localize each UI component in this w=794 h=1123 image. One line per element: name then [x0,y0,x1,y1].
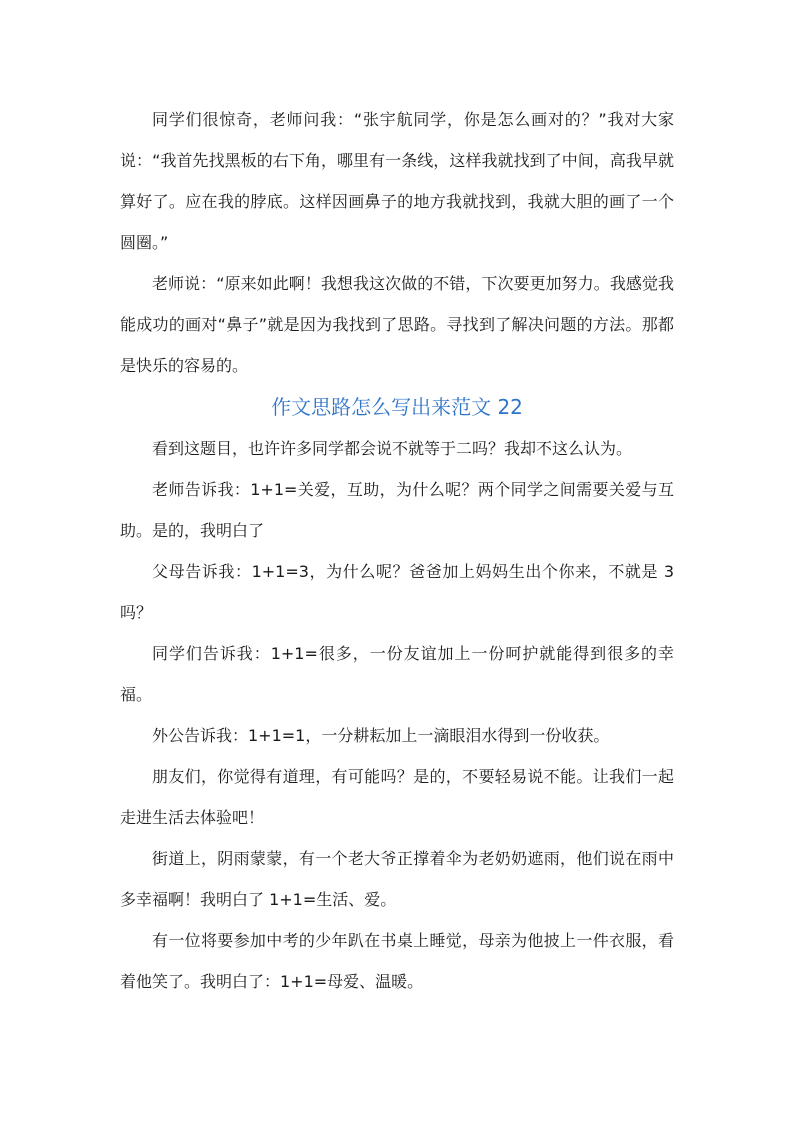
section-heading: 作文思路怎么写出来范文 22 [271,395,523,419]
paragraph: 有一位将要参加中考的少年趴在书桌上睡觉，母亲为他披上一件衣服，看着他笑了。我明白了：1+1=母爱、温暖。 [120,931,674,991]
paragraph: 街道上，阴雨蒙蒙，有一个老大爷正撑着伞为老奶奶遮雨，他们说在雨中多幸福啊！我明白了 1+1=生活、爱。 [120,849,674,909]
paragraph: 同学们告诉我：1+1=很多，一份友谊加上一份呵护就能得到很多的幸福。 [120,644,674,704]
document-body [120,99,674,1002]
paragraph: 父母告诉我：1+1=3，为什么呢？爸爸加上妈妈生出个你来，不就是 3 吗？ [120,562,674,622]
paragraph: 同学们很惊奇，老师问我：“张宇航同学，你是怎么画对的？”我对大家说：“我首先找黑板的右下角，哪里有一条线，这样我就找到了中间，高我早就算好了。应在我的脖底。这样因画鼻子的地方我就找到，我就大胆的画了一个圆圈。” [120,110,674,252]
paragraph: 外公告诉我：1+1=1，一分耕耘加上一滴眼泪水得到一份收获。 [152,726,610,745]
paragraph: 朋友们，你觉得有道理，有可能吗？是的，不要轻易说不能。让我们一起走进生活去体验吧！ [120,767,674,827]
paragraph: 看到这题目，也许许多同学都会说不就等于二吗？我却不这么认为。 [152,439,633,458]
paragraph: 老师说：“原来如此啊！我想我这次做的不错，下次要更加努力。我感觉我能成功的画对“鼻子”就是因为我找到了思路。寻找到了解决问题的方法。那都是快乐的容易的。 [120,274,674,375]
paragraph: 老师告诉我：1+1=关爱，互助，为什么呢？两个同学之间需要关爱与互助。是的，我明白了 [120,480,674,540]
